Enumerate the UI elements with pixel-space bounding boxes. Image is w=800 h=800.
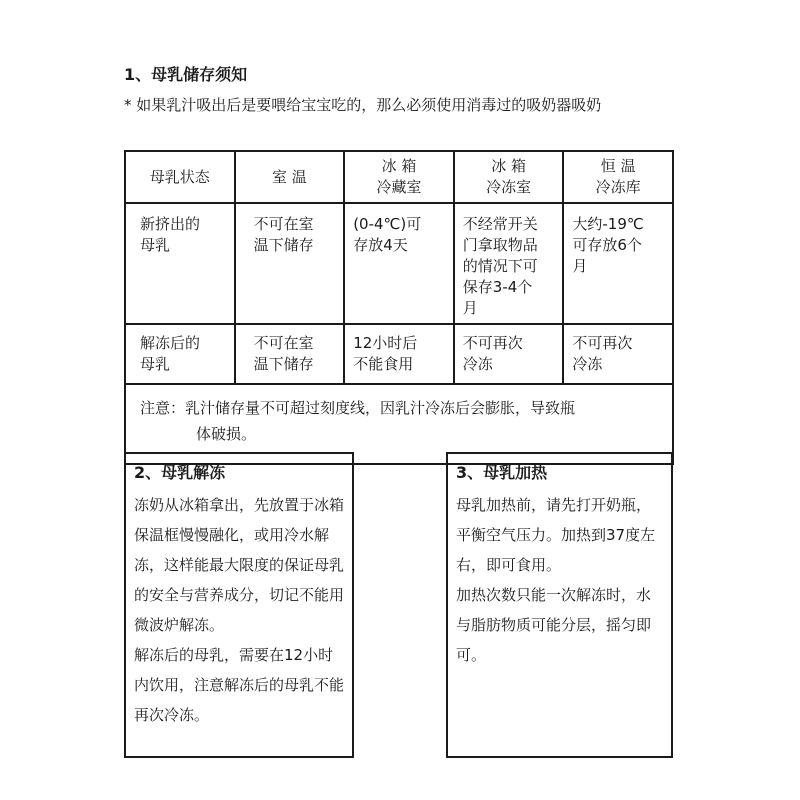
note-line-2: 体破损。 — [196, 425, 257, 443]
section2-title: 2、母乳解冻 — [134, 463, 226, 482]
storage-table — [124, 150, 674, 465]
note-line-1: 注意：乳汁储存量不可超过刻度线，因乳汁冷冻后会膨胀，导致瓶 — [140, 399, 576, 417]
section1-title: 1、母乳储存须知 — [124, 65, 248, 84]
table-cell: 不可在室 温下储存 — [235, 203, 345, 324]
header-cell: 室 温 — [235, 151, 345, 203]
table-cell: 12小时后 不能食用 — [344, 324, 454, 384]
table-cell: 不可在室 温下储存 — [235, 324, 345, 384]
table-cell: 不可再次 冷冻 — [563, 324, 673, 384]
table-cell: 不可再次 冷冻 — [454, 324, 564, 384]
header-cell: 冰 箱 冷藏室 — [344, 151, 454, 203]
section2-box — [124, 452, 354, 758]
section2-para1: 冻奶从冰箱拿出，先放置于冰箱保温框慢慢融化，或用冷水解冻，这样能最大限度的保证母乳的安全与营养成分，切记不能用微波炉解冻。 — [134, 496, 345, 634]
table-cell: 新挤出的 母乳 — [125, 203, 235, 324]
table-cell: 不经常开关 门拿取物品 的情况下可 保存3-4个 月 — [454, 203, 564, 324]
section3-title: 3、母乳加热 — [456, 463, 548, 482]
table-row — [125, 203, 673, 324]
table-cell: (0-4℃)可 存放4天 — [344, 203, 454, 324]
table-row — [125, 324, 673, 384]
header-cell: 恒 温 冷冻库 — [563, 151, 673, 203]
table-cell: 解冻后的 母乳 — [125, 324, 235, 384]
header-cell: 冰 箱 冷冻室 — [454, 151, 564, 203]
section3-box — [446, 452, 673, 758]
section3-para1: 母乳加热前，请先打开奶瓶，平衡空气压力。加热到37度左右，即可食用。 — [456, 496, 656, 574]
table-cell: 大约-19℃ 可存放6个 月 — [563, 203, 673, 324]
section2-para2: 解冻后的母乳，需要在12小时内饮用，注意解冻后的母乳不能再次冷冻。 — [134, 646, 345, 724]
section1-intro: * 如果乳汁吸出后是要喂给宝宝吃的，那么必须使用消毒过的吸奶器吸奶 — [124, 96, 602, 114]
section3-para2: 加热次数只能一次解冻时，水与脂肪物质可能分层，摇匀即可。 — [456, 586, 652, 664]
header-cell: 母乳状态 — [125, 151, 235, 203]
table-header-row — [125, 151, 673, 203]
